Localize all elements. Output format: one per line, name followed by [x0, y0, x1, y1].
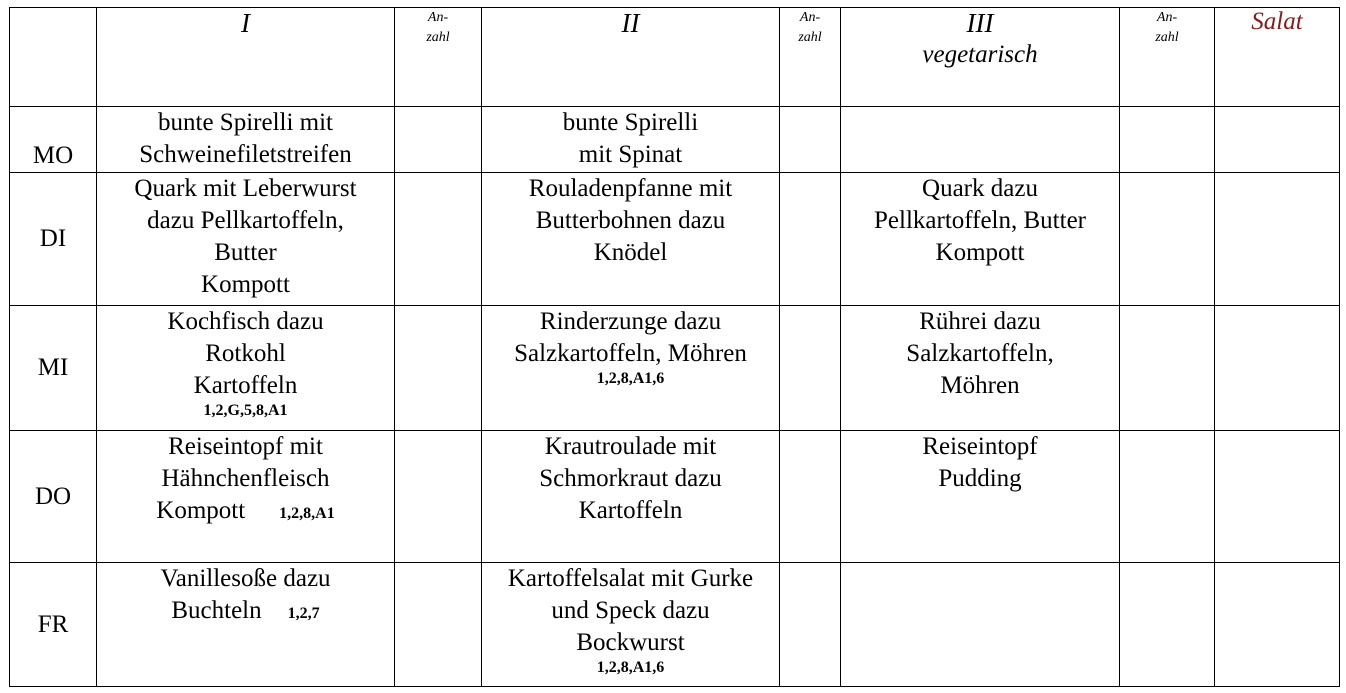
- header-day-corner: [10, 8, 97, 107]
- count-cell-I[interactable]: [395, 431, 482, 563]
- dish-line: Reiseintopf: [922, 433, 1038, 460]
- dish-line: Hähnchenfleisch: [161, 465, 330, 492]
- salat-cell[interactable]: [1215, 431, 1340, 563]
- dish-line: Salzkartoffeln, Möhren: [514, 340, 747, 367]
- dish-line: Rührei dazu: [919, 308, 1041, 335]
- dish-cell-I: [97, 563, 395, 687]
- dish-line: Kompott: [935, 239, 1025, 266]
- dish-line: Butterbohnen dazu: [535, 207, 726, 234]
- count-cell-II[interactable]: [780, 107, 841, 173]
- salat-cell[interactable]: [1215, 306, 1340, 431]
- dish-cell-III: [841, 306, 1120, 431]
- dish-line: Krautroulade mit: [544, 433, 717, 460]
- dish-line: Kartoffeln: [578, 497, 683, 524]
- dish-line: Butter: [214, 239, 277, 266]
- header-count-III: [1120, 8, 1215, 107]
- weekly-menu-table: [9, 7, 1340, 687]
- dish-line: Rotkohl: [205, 340, 286, 367]
- header-menu-III: [841, 8, 1120, 107]
- day-label: FR: [10, 563, 97, 687]
- dish-line: Pellkartoffeln, Butter: [874, 207, 1086, 234]
- count-label-top: An-: [1156, 10, 1178, 25]
- dish-line-with-allergens: [97, 495, 394, 530]
- dish-line: dazu Pellkartoffeln,: [147, 207, 344, 234]
- count-label-bottom: zahl: [1155, 30, 1179, 45]
- dish-cell-III: [841, 431, 1120, 563]
- dish-line: Kompott: [201, 271, 290, 298]
- allergen-codes: 1,2,G,5,8,A1: [203, 402, 288, 419]
- header-menu-II: II: [482, 8, 780, 107]
- dish-cell-II: [482, 107, 780, 173]
- dish-line: Knödel: [593, 239, 668, 266]
- dish-cell-I: [97, 107, 395, 173]
- salat-cell[interactable]: [1215, 173, 1340, 306]
- dish-line: Quark dazu: [922, 175, 1038, 202]
- count-cell-III[interactable]: [1120, 563, 1215, 687]
- table-row-mo: [10, 107, 1340, 173]
- header-menu-I: I: [97, 8, 395, 107]
- day-label: MO: [10, 107, 97, 173]
- day-label: DO: [10, 431, 97, 563]
- salat-cell[interactable]: [1215, 107, 1340, 173]
- table-row-fr: [10, 563, 1340, 687]
- allergen-codes: 1,2,8,A1,6: [596, 370, 665, 387]
- salat-cell[interactable]: [1215, 563, 1340, 687]
- allergen-codes: 1,2,7: [287, 605, 320, 622]
- dish-cell-II: [482, 173, 780, 306]
- table-row-do: [10, 431, 1340, 563]
- dish-line: Rouladenpfanne mit: [528, 175, 733, 202]
- dish-line: Möhren: [940, 372, 1020, 399]
- count-cell-I[interactable]: [395, 563, 482, 687]
- dish-cell-I: [97, 431, 395, 563]
- dish-line: bunte Spirelli mit: [158, 109, 333, 136]
- dish-line: bunte Spirelli: [562, 109, 699, 136]
- dish-line: Schmorkraut dazu: [539, 465, 722, 492]
- dish-line: Bockwurst: [576, 629, 685, 656]
- dish-line: Rinderzunge dazu: [539, 308, 722, 335]
- table-row-di: [10, 173, 1340, 306]
- dish-line: Kartoffeln: [193, 372, 298, 399]
- count-cell-III[interactable]: [1120, 173, 1215, 306]
- dish-cell-III: [841, 563, 1120, 687]
- allergen-codes: 1,2,8,A1: [279, 505, 335, 522]
- dish-line: Kartoffelsalat mit Gurke: [507, 565, 754, 592]
- count-cell-I[interactable]: [395, 306, 482, 431]
- header-row: [10, 8, 1340, 107]
- count-cell-II[interactable]: [780, 306, 841, 431]
- dish-line: Schweinefiletstreifen: [139, 141, 352, 168]
- count-cell-III[interactable]: [1120, 431, 1215, 563]
- count-cell-III[interactable]: [1120, 306, 1215, 431]
- dish-line: Quark mit Leberwurst: [134, 175, 357, 202]
- dish-cell-III: [841, 107, 1120, 173]
- dish-line: Buchteln: [171, 597, 262, 624]
- dish-line: Reiseintopf mit: [168, 433, 323, 460]
- dish-cell-II: [482, 563, 780, 687]
- count-cell-II[interactable]: [780, 431, 841, 563]
- count-cell-I[interactable]: [395, 173, 482, 306]
- dish-cell-I: [97, 306, 395, 431]
- allergen-codes: 1,2,8,A1,6: [596, 659, 665, 676]
- day-label: MI: [10, 306, 97, 431]
- count-cell-I[interactable]: [395, 107, 482, 173]
- dish-cell-I: [97, 173, 395, 306]
- header-count-II: [780, 8, 841, 107]
- count-label-bottom: zahl: [426, 30, 450, 45]
- header-menu-III-title: III: [966, 8, 994, 38]
- dish-line-with-allergens: [97, 595, 394, 630]
- dish-cell-II: [482, 431, 780, 563]
- count-label-top: An-: [427, 10, 449, 25]
- dish-line: Kompott: [156, 497, 246, 524]
- dish-cell-II: [482, 306, 780, 431]
- dish-line: Pudding: [938, 465, 1022, 492]
- dish-line: mit Spinat: [578, 141, 683, 168]
- dish-line: Salzkartoffeln,: [906, 340, 1054, 367]
- dish-line: und Speck dazu: [551, 597, 710, 624]
- header-menu-III-subtitle: vegetarisch: [922, 41, 1038, 68]
- count-label-bottom: zahl: [798, 30, 822, 45]
- header-count-I: [395, 8, 482, 107]
- dish-cell-III: [841, 173, 1120, 306]
- count-cell-II[interactable]: [780, 563, 841, 687]
- count-label-top: An-: [799, 10, 821, 25]
- day-label: DI: [10, 173, 97, 306]
- count-cell-III[interactable]: [1120, 107, 1215, 173]
- table-row-mi: [10, 306, 1340, 431]
- header-salat: Salat: [1215, 8, 1340, 107]
- dish-line: Vanillesoße dazu: [160, 565, 331, 592]
- dish-line: Kochfisch dazu: [167, 308, 324, 335]
- count-cell-II[interactable]: [780, 173, 841, 306]
